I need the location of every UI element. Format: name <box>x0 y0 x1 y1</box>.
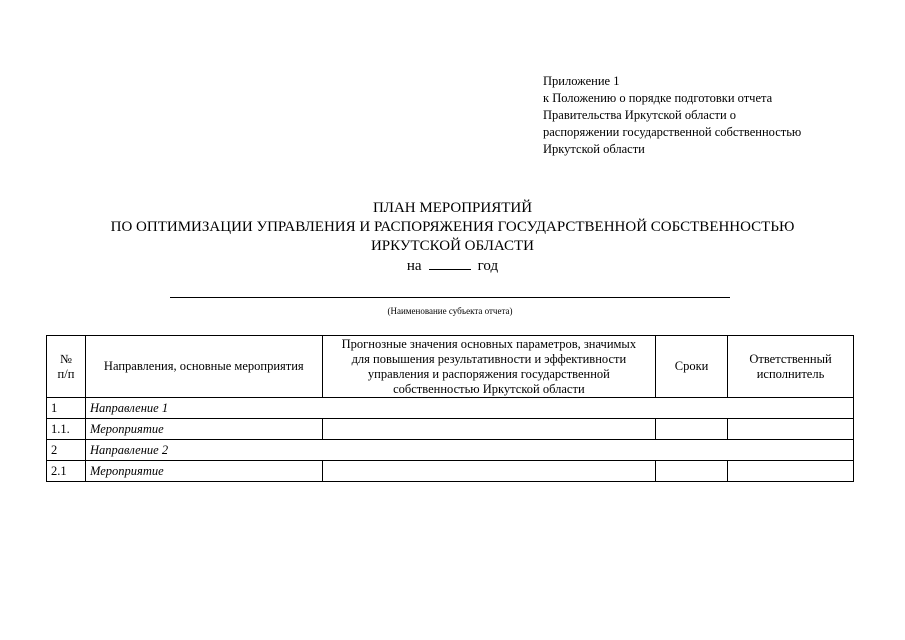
measure-label: Мероприятие <box>85 461 322 482</box>
header-responsible: Ответственный исполнитель <box>728 336 854 398</box>
year-suffix: год <box>477 258 499 274</box>
row-number: 1.1. <box>47 419 86 440</box>
title-line-1: ПЛАН МЕРОПРИЯТИЙ <box>372 200 533 216</box>
table-row-direction-1 <box>47 398 854 419</box>
year-line <box>0 256 905 276</box>
measure-label: Мероприятие <box>85 419 322 440</box>
appendix-line: к Положению о порядке подготовки отчета <box>543 91 773 105</box>
forecast-cell <box>322 461 655 482</box>
direction-label: Направление 2 <box>85 440 853 461</box>
document-title <box>0 199 905 276</box>
table-header-row <box>47 336 854 398</box>
header-number: № п/п <box>47 336 86 398</box>
responsible-cell <box>728 419 854 440</box>
title-line-3: ИРКУТСКОЙ ОБЛАСТИ <box>370 238 535 254</box>
row-number: 2.1 <box>47 461 86 482</box>
row-number: 1 <box>47 398 86 419</box>
appendix-line: Иркутской области <box>543 142 645 156</box>
header-forecast: Прогнозные значения основных параметров, значимых для повышения результативности и эффективности управления и распоряжения государственной собственностью Иркутской области <box>322 336 655 398</box>
terms-cell <box>656 461 728 482</box>
title-line-2: ПО ОПТИМИЗАЦИИ УПРАВЛЕНИЯ И РАСПОРЯЖЕНИЯ ГОСУДАРСТВЕННОЙ СОБСТВЕННОСТЬЮ <box>110 219 795 235</box>
terms-cell <box>656 419 728 440</box>
appendix-line: Правительства Иркутской области о <box>543 108 737 122</box>
appendix-line: распоряжении государственной собственностью <box>543 125 802 139</box>
table-row-measure-1-1 <box>47 419 854 440</box>
header-terms: Сроки <box>656 336 728 398</box>
forecast-cell <box>322 419 655 440</box>
table-row-direction-2 <box>47 440 854 461</box>
appendix-line: Приложение 1 <box>543 74 620 88</box>
subject-name-line <box>170 297 730 298</box>
responsible-cell <box>728 461 854 482</box>
row-number: 2 <box>47 440 86 461</box>
appendix-note <box>543 73 801 158</box>
direction-label: Направление 1 <box>85 398 853 419</box>
year-blank <box>429 256 471 270</box>
year-prefix: на <box>406 258 422 274</box>
table-row-measure-2-1 <box>47 461 854 482</box>
header-directions: Направления, основные мероприятия <box>85 336 322 398</box>
plan-table <box>46 335 854 482</box>
subject-name-caption: (Наименование субъекта отчета) <box>387 306 513 316</box>
